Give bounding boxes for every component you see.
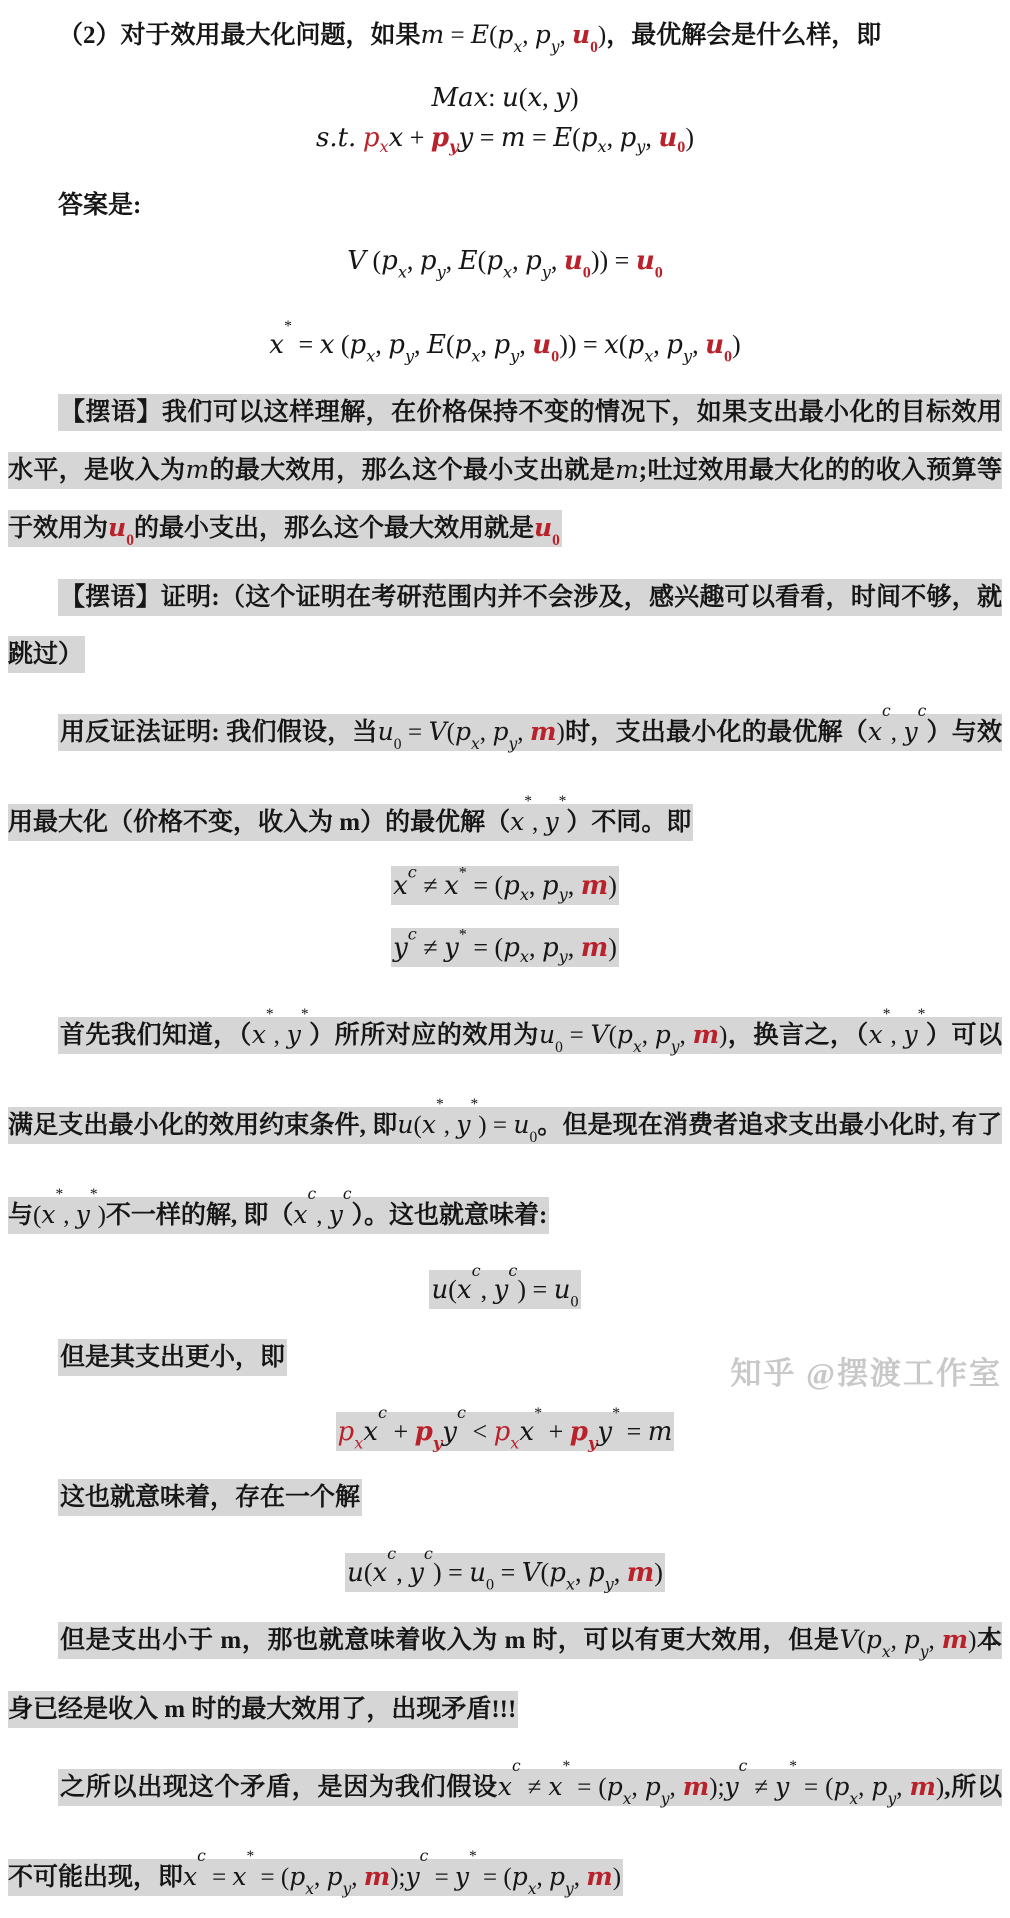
paragraph: 首先我们知道，（x*, y*）所所对应的效用为$u_0 = V(p_x$, $p_y$, m)，换言之，（x*, y*）可以满足支出最小化的效用约束条件, 即u(x*, $y^*) = u_0$。但是现在消费者追求支出最小化时, 有了与(x*, y*)不一样的解, 即（$x^c$, $y^c$）。这也就意味着:: [8, 986, 1002, 1244]
formula: s.t. $p_xx + p_yy = m = E(p_x$, $p_y$, $u_0$): [316, 123, 694, 157]
formula: $u(x^c$, $y^c) = u_0$: [431, 1260, 579, 1311]
paragraph: （2）对于效用最大化问题，如果$m = E(p_x$, $p_y$, $u_0$)，最优解会是什么样，即: [58, 20, 882, 57]
formula: x* = x ($p_x$, $p_y$, $E(p_x$, $p_y$, $u_0)) = x(p_x$, $p_y$, $u_0$): [269, 317, 741, 366]
paragraph: 这也就意味着，存在一个解: [8, 1469, 1002, 1526]
paragraph: 【摆语】证明:（这个证明在考研范围内并不会涉及，感兴趣可以看看，时间不够，就跳过）: [8, 569, 1002, 683]
formula: $u(x^c$, $y^c) = u_0 = V(p_x$, $p_y$, m): [347, 1543, 663, 1594]
paragraph: 用反证法证明: 我们假设，当$u_0 = V(p_x$, $p_y$, m)时，支出最小化的最优解（$x^c$, $y^c$）与效用最大化（价格不变，收入为 m）的最优解（x*, y*）不同。即: [8, 683, 1002, 851]
formula: V ($p_x$, $p_y$, $E(p_x$, $p_y$, $u_0)) = u_0$: [347, 246, 663, 282]
watermark: 知乎 @摆渡工作室: [730, 1356, 1002, 1391]
paragraph: 但是支出小于 m，那也就意味着收入为 m 时，可以有更大效用，但是$V(p_x$, $p_y$, m)本身已经是收入 m 时的最大效用了，出现矛盾!!!: [8, 1611, 1002, 1738]
formula-group: [8, 78, 1002, 167]
paragraph: 之所以出现这个矛盾，是因为我们假设$x^c \ne x^* = (p_x$, $p_y$, $m);y^c \ne y^* = (p_x$, $p_y$, m),所以不可能出现，即$x^c = x^* = (p_x$, $p_y$, $m);y^c = y^* = (p_x$, $p_y$, m): [8, 1757, 1003, 1899]
formula: $p_xx^c + p_yy^c < p_xx^* + p_yy^* = m$: [337, 1402, 673, 1453]
paragraph: 答案是:: [58, 192, 142, 220]
formula: Max: u(x, y): [431, 83, 579, 114]
paragraph: 【摆语】我们可以这样理解，在价格保持不变的情况下，如果支出最小化的目标效用水平，是收入为m的最大效用，那么这个最小支出就是m;吐过效用最大化的的收入预算等于效用为$u_0$的最小支出，那么这个最大效用就是$u_0$: [8, 384, 1002, 569]
formula: $x^c \ne x^* = (p_x$, $p_y$, m): [393, 862, 617, 905]
formula-group: [8, 853, 1002, 976]
formula: $y^c \ne y^* = (p_x$, $p_y$, m): [393, 924, 617, 966]
document-body: [8, 6, 1002, 1918]
paragraph: 但是其支出更小，即: [8, 1329, 1002, 1386]
